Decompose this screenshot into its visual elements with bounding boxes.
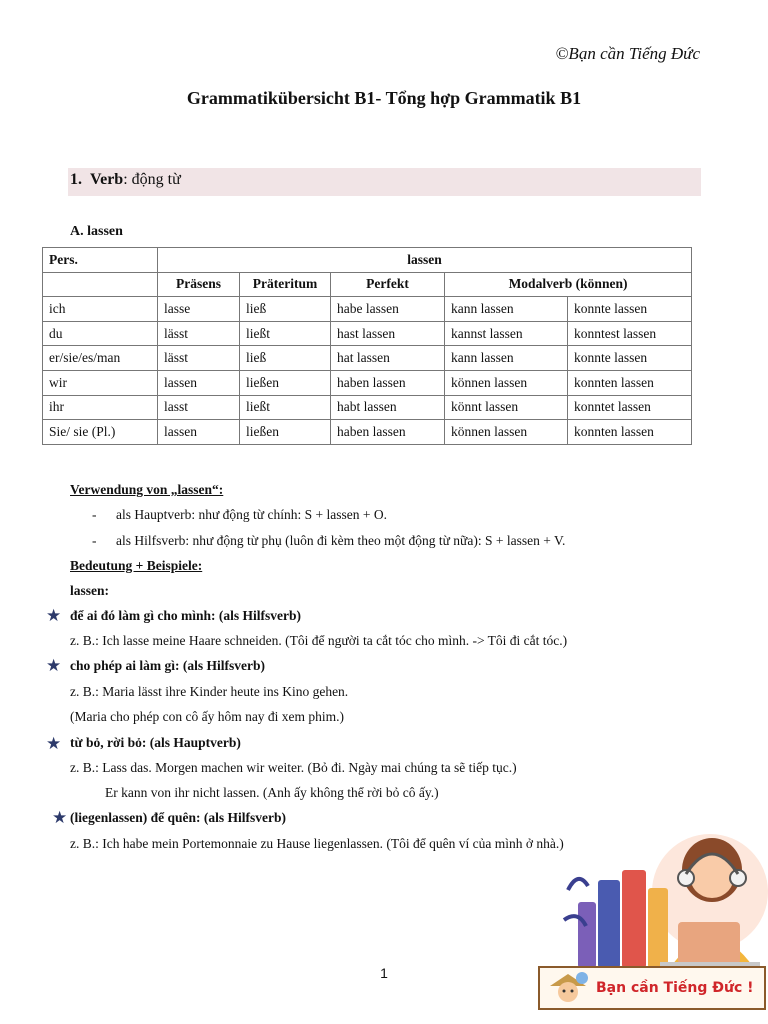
table-cell: lassen [158,420,240,445]
table-header-cell: Präteritum [240,272,331,297]
star-bullet-icon: ★ [46,734,62,754]
conjugation-table [42,247,692,445]
table-cell: konnten lassen [568,420,692,445]
star-bullet-icon: ★ [46,656,62,676]
table-cell: lasse [158,297,240,322]
table-row [43,395,692,420]
usage-bullet: - [92,507,97,522]
table-cell: können lassen [445,370,568,395]
table-cell: lässt [158,346,240,371]
page-number: 1 [380,965,388,981]
header-credit: ©Bạn cần Tiếng Đức [555,44,700,63]
example-line: (Maria cho phép con cô ấy hôm nay đi xem phim.) [70,709,345,724]
table-cell: haben lassen [331,420,445,445]
table-cell: habe lassen [331,297,445,322]
table-cell: haben lassen [331,370,445,395]
table-cell: ließen [240,370,331,395]
table-cell: kann lassen [445,297,568,322]
table-cell: ließen [240,420,331,445]
example-line: z. B.: Maria lässt ihre Kinder heute ins Kino gehen. [70,684,349,699]
meanings-subheading: lassen: [70,583,110,598]
table-header-cell: Präsens [158,272,240,297]
star-bullet-icon: ★ [52,808,68,828]
table-row [43,420,692,445]
example-line: Er kann von ihr nicht lassen. (Anh ấy không thể rời bỏ cô ấy.) [105,785,439,800]
usage-item: als Hauptverb: như động từ chính: S + lassen + O. [116,507,387,522]
table-cell: konnte lassen [568,346,692,371]
section-label-bold: Verb [90,171,124,188]
table-cell: hat lassen [331,346,445,371]
usage-item: als Hilfsverb: như động từ phụ (luôn đi kèm theo một động từ nữa): S + lassen + V. [116,533,566,548]
table-header-cell: Perfekt [331,272,445,297]
table-cell: ließt [240,321,331,346]
banner-text: Bạn cần Tiếng Đức ! [596,980,754,996]
table-cell [43,272,158,297]
table-cell: ließ [240,297,331,322]
table-cell: ihr [43,395,158,420]
meaning-title: từ bỏ, rời bỏ: (als Hauptverb) [70,735,241,750]
section-number: 1. [70,171,82,188]
table-cell: lassen [158,370,240,395]
table-row [43,370,692,395]
table-row [43,321,692,346]
table-row [43,346,692,371]
meaning-title: để ai đó làm gì cho mình: (als Hilfsverb) [70,608,302,623]
section-heading [68,168,701,196]
student-books-illustration [560,830,768,968]
table-cell: kann lassen [445,346,568,371]
table-cell: konntet lassen [568,395,692,420]
table-header-cell: Modalverb (können) [445,272,692,297]
subsection-heading: A. lassen [70,224,123,239]
table-cell: wir [43,370,158,395]
table-cell: hast lassen [331,321,445,346]
table-cell: ließ [240,346,331,371]
meaning-title: (liegenlassen) để quên: (als Hilfsverb) [70,810,286,825]
table-header-row [43,272,692,297]
table-header-pers: Pers. [43,248,158,273]
table-cell: konnte lassen [568,297,692,322]
usage-heading: Verwendung von „lassen“: [70,482,224,497]
example-line: z. B.: Lass das. Morgen machen wir weiter. (Bỏ đi. Ngày mai chúng ta sẽ tiếp tục.) [70,760,517,775]
meanings-heading: Bedeutung + Beispiele: [70,558,203,573]
table-cell: könnt lassen [445,395,568,420]
table-row [43,297,692,322]
section-label-rest: : động từ [123,171,181,188]
table-cell: lasst [158,395,240,420]
star-bullet-icon: ★ [46,606,62,626]
table-cell: konnten lassen [568,370,692,395]
table-cell: ich [43,297,158,322]
table-cell: konntest lassen [568,321,692,346]
table-cell: können lassen [445,420,568,445]
table-header-verb: lassen [158,248,692,273]
table-cell: kannst lassen [445,321,568,346]
table-cell: Sie/ sie (Pl.) [43,420,158,445]
table-cell: er/sie/es/man [43,346,158,371]
table-cell: du [43,321,158,346]
table-cell: lässt [158,321,240,346]
example-line: z. B.: Ich lasse meine Haare schneiden. (Tôi để người ta cắt tóc cho mình. -> Tôi đi cắt tóc.) [70,633,568,648]
table-cell: habt lassen [331,395,445,420]
example-line: z. B.: Ich habe mein Portemonnaie zu Hause liegenlassen. (Tôi để quên ví của mình ở nhà.) [70,836,564,851]
meaning-title: cho phép ai làm gì: (als Hilfsverb) [70,658,265,673]
table-header-row [43,248,692,273]
table-cell: ließt [240,395,331,420]
page-title: Grammatikübersicht B1- Tổng hợp Grammatik B1 [186,88,582,108]
usage-bullet: - [92,533,97,548]
